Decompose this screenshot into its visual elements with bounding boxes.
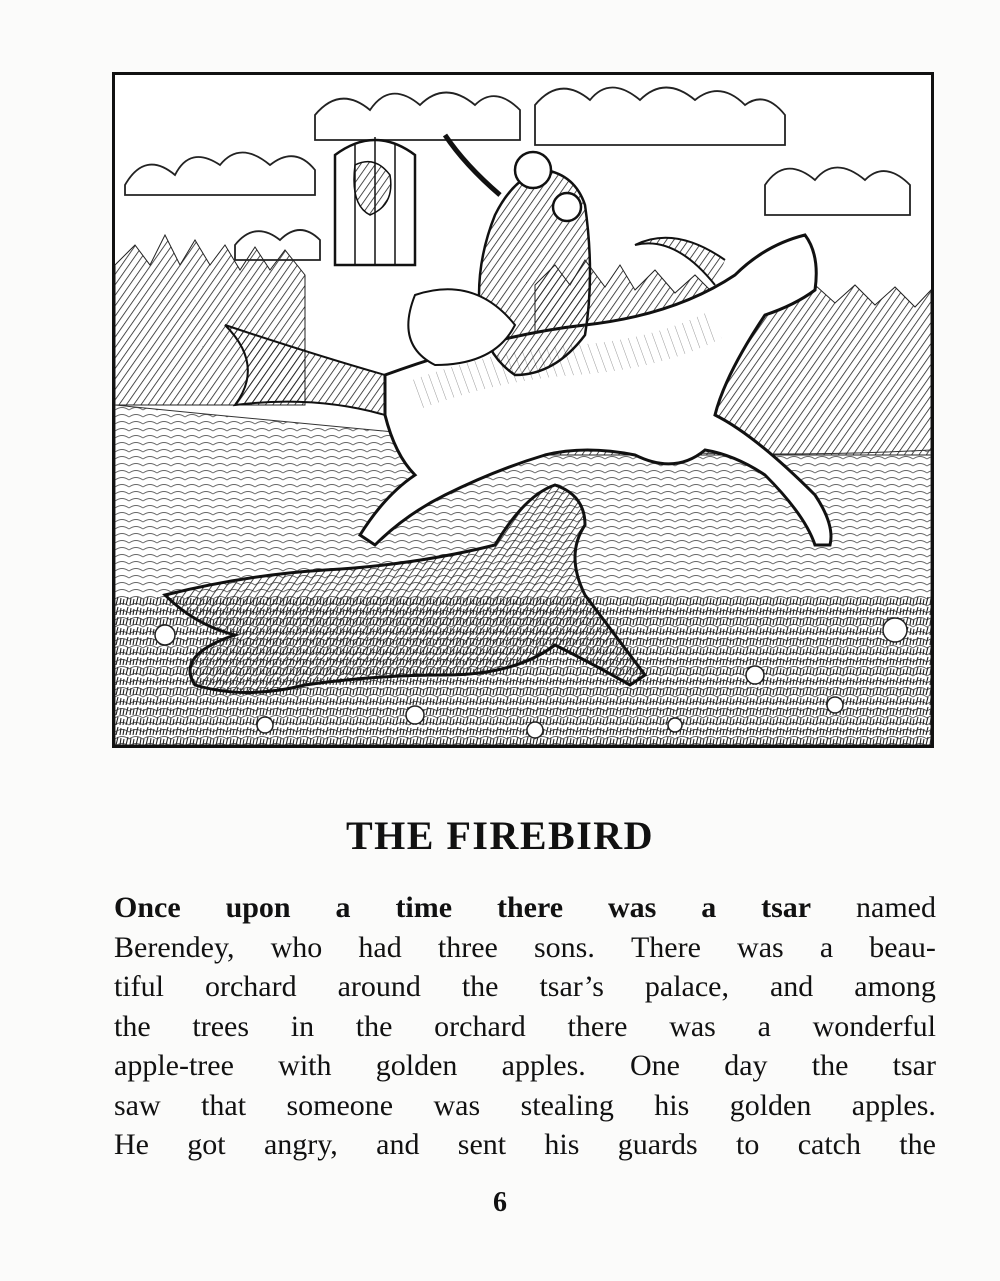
word: catch [797, 1128, 861, 1161]
paragraph-line [114, 888, 936, 928]
paragraph-line [114, 1125, 936, 1165]
word: and [769, 970, 814, 1003]
word: golden [375, 1049, 458, 1082]
word: the [461, 970, 499, 1003]
word: apples. [851, 1088, 936, 1122]
word: Once [114, 891, 181, 924]
word: was [607, 891, 657, 924]
word: time [395, 891, 453, 924]
word: named [856, 891, 936, 924]
word: a [757, 1009, 771, 1043]
word: the [355, 1009, 393, 1043]
word: a [701, 891, 717, 924]
word: golden [729, 1088, 812, 1122]
story-title: THE FIREBIRD [345, 813, 655, 858]
paragraph-line [114, 928, 936, 968]
word: beau- [869, 930, 936, 964]
engraving-image [115, 75, 931, 745]
word: upon [225, 891, 291, 924]
word: saw [114, 1088, 161, 1122]
word: who [270, 930, 323, 964]
word: stealing [520, 1088, 614, 1122]
word: there [567, 1009, 628, 1043]
word: guards [617, 1128, 698, 1161]
word: was [669, 1009, 716, 1043]
word: the [811, 1049, 849, 1082]
word: He [114, 1128, 149, 1161]
word: angry, [263, 1128, 338, 1161]
word: around [337, 970, 421, 1003]
word: in [290, 1009, 315, 1043]
word: that [201, 1088, 247, 1122]
word: his [654, 1088, 690, 1122]
paragraph-line [114, 1007, 936, 1047]
word: with [278, 1049, 332, 1082]
word: Berendey, [114, 930, 235, 964]
word: orchard [434, 1009, 526, 1043]
word: was [737, 930, 784, 964]
word: was [433, 1088, 481, 1122]
word: the [899, 1128, 936, 1161]
word: palace, [644, 970, 729, 1003]
word: trees [192, 1009, 250, 1043]
word: his [544, 1128, 580, 1161]
word: wonderful [812, 1009, 936, 1043]
paragraph-line [114, 1086, 936, 1126]
word: One [630, 1049, 680, 1082]
word: tsar’s [539, 970, 604, 1003]
word: three [437, 930, 498, 964]
word: sons. [533, 930, 595, 964]
paragraph-line [114, 967, 936, 1007]
word: a [335, 891, 351, 924]
word: among [854, 970, 936, 1003]
word: the [114, 1009, 151, 1043]
word: There [630, 930, 701, 964]
word: to [736, 1128, 760, 1161]
word: there [496, 891, 564, 924]
word: tiful [114, 970, 164, 1003]
word: a [819, 930, 834, 964]
word: day [724, 1049, 768, 1082]
word: tsar [761, 891, 812, 924]
word: tsar [892, 1049, 936, 1082]
word: someone [286, 1088, 394, 1122]
word: had [358, 930, 402, 964]
page-number: 6 [493, 1187, 507, 1218]
word: apples. [501, 1049, 586, 1082]
firebird-illustration [112, 72, 934, 748]
story-paragraph [114, 888, 936, 1165]
word: got [187, 1128, 226, 1161]
word: and [376, 1128, 420, 1161]
word: sent [457, 1128, 507, 1161]
paragraph-line [114, 1046, 936, 1086]
word: orchard [204, 970, 297, 1003]
word: apple-tree [114, 1049, 234, 1082]
